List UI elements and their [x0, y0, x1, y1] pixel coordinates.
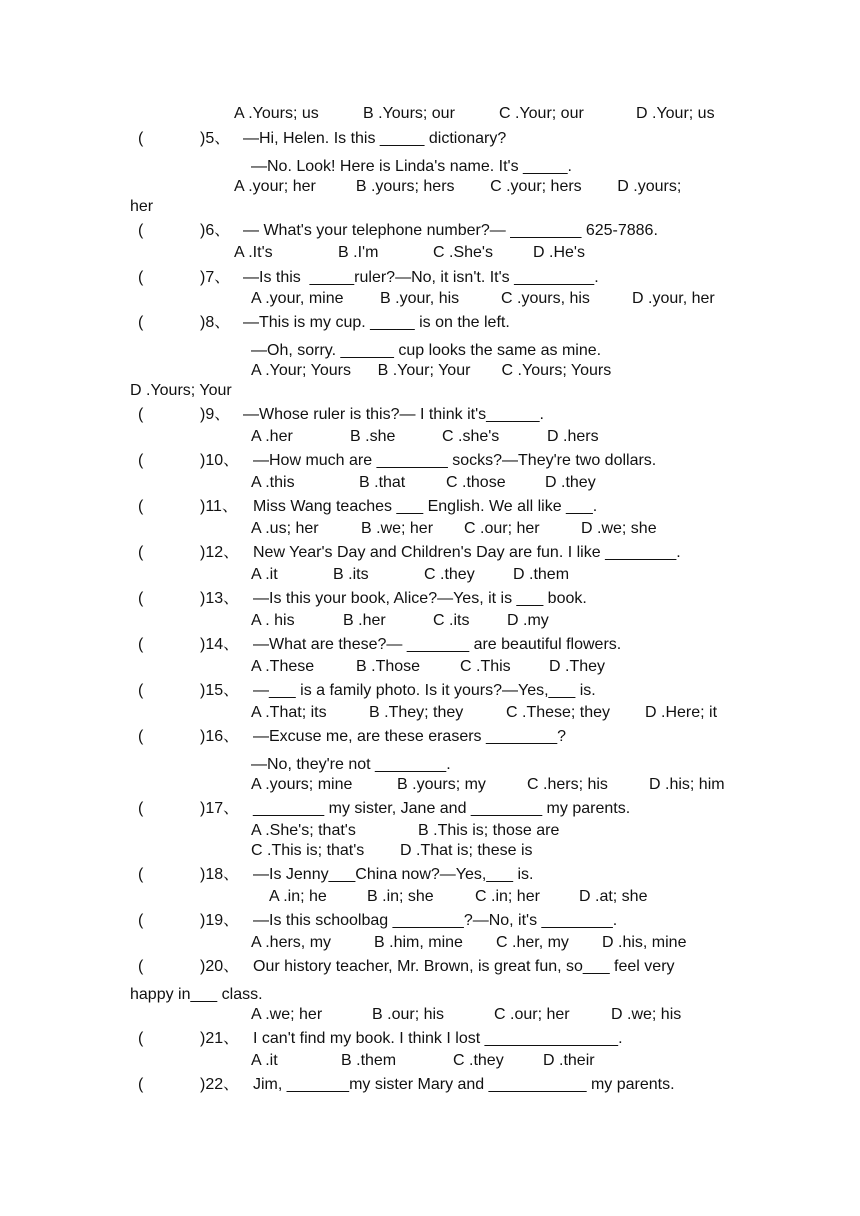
q16-stem: —Excuse me, are these erasers ________? — [253, 728, 567, 745]
q10-stem: —How much are ________ socks?—They're two dollars. — [253, 452, 657, 469]
q15-stem: —___ is a family photo. Is it yours?—Yes,___ is. — [253, 682, 596, 699]
q21-stem: I can't find my book. I think I lost _______________. — [253, 1030, 623, 1047]
q14-option-a: A .These — [251, 658, 315, 675]
q7-option-c: C .yours, his — [501, 290, 590, 307]
q16-number: )16、 — [200, 728, 240, 745]
q5-open-paren: ( — [138, 130, 144, 147]
q10-number: )10、 — [200, 452, 240, 469]
q13-open-paren: ( — [138, 590, 144, 607]
q7-option-d: D .your, her — [632, 290, 715, 307]
q17-option-d: D .That is; these is — [400, 842, 533, 859]
q5-stem: —Hi, Helen. Is this _____ dictionary? — [243, 130, 507, 147]
q17-number: )17、 — [200, 800, 240, 817]
q5-number: )5、 — [200, 130, 231, 147]
q18-stem: —Is Jenny___China now?—Yes,___ is. — [253, 866, 534, 883]
q22-open-paren: ( — [138, 1076, 144, 1093]
q15-option-b: B .They; they — [369, 704, 464, 721]
q6-option-d: D .He's — [533, 244, 585, 261]
q6-number: )6、 — [200, 222, 231, 239]
q17-stem: ________ my sister, Jane and ________ my parents. — [253, 800, 631, 817]
q14-option-c: C .This — [460, 658, 511, 675]
q16-option-d: D .his; him — [649, 776, 725, 793]
q20-stem-wrap: happy in___ class. — [130, 986, 263, 1003]
q21-option-d: D .their — [543, 1052, 595, 1069]
q11-number: )11、 — [200, 498, 238, 515]
q7-stem: —Is this _____ruler?—No, it isn't. It's _________. — [243, 269, 599, 286]
q16-option-c: C .hers; his — [527, 776, 608, 793]
q18-open-paren: ( — [138, 866, 144, 883]
q21-option-b: B .them — [341, 1052, 397, 1069]
q16-option-b: B .yours; my — [397, 776, 486, 793]
q4-option-d: D .Your; us — [636, 105, 715, 122]
q12-option-d: D .them — [513, 566, 570, 583]
q15-option-d: D .Here; it — [645, 704, 718, 721]
q15-number: )15、 — [200, 682, 240, 699]
q14-open-paren: ( — [138, 636, 144, 653]
q18-option-b: B .in; she — [367, 888, 434, 905]
q14-option-b: B .Those — [356, 658, 421, 675]
q7-option-b: B .your, his — [380, 290, 460, 307]
q17-option-c: C .This is; that's — [251, 842, 365, 859]
q18-option-a: A .in; he — [269, 888, 327, 905]
q16-option-a: A .yours; mine — [251, 776, 353, 793]
q15-open-paren: ( — [138, 682, 144, 699]
q13-option-d: D .my — [507, 612, 549, 629]
q19-option-b: B .him, mine — [374, 934, 463, 951]
q20-option-b: B .our; his — [372, 1006, 445, 1023]
q18-number: )18、 — [200, 866, 240, 883]
q8-sub: —Oh, sorry. ______ cup looks the same as mine. — [251, 342, 602, 359]
q21-option-c: C .they — [453, 1052, 504, 1069]
q22-number: )22、 — [200, 1076, 240, 1093]
q9-option-a: A .her — [251, 428, 293, 445]
q5-options-wrap: her — [130, 198, 154, 215]
q6-open-paren: ( — [138, 222, 144, 239]
q8-open-paren: ( — [138, 314, 144, 331]
q13-option-a: A . his — [251, 612, 295, 629]
q16-open-paren: ( — [138, 728, 144, 745]
q22-stem: Jim, _______my sister Mary and ___________ my parents. — [253, 1076, 675, 1093]
q12-option-b: B .its — [333, 566, 369, 583]
q12-number: )12、 — [200, 544, 240, 561]
q9-number: )9、 — [200, 406, 231, 423]
q7-option-a: A .your, mine — [251, 290, 344, 307]
q20-number: )20、 — [200, 958, 240, 975]
q19-number: )19、 — [200, 912, 240, 929]
q8-stem: —This is my cup. _____ is on the left. — [243, 314, 510, 331]
q20-open-paren: ( — [138, 958, 144, 975]
q7-open-paren: ( — [138, 269, 144, 286]
q9-stem: —Whose ruler is this?— I think it's______. — [243, 406, 544, 423]
q10-option-d: D .they — [545, 474, 596, 491]
q19-option-d: D .his, mine — [602, 934, 687, 951]
q6-option-c: C .She's — [433, 244, 493, 261]
q19-open-paren: ( — [138, 912, 144, 929]
q21-number: )21、 — [200, 1030, 240, 1047]
q6-option-b: B .I'm — [338, 244, 379, 261]
q11-option-c: C .our; her — [464, 520, 540, 537]
q12-option-c: C .they — [424, 566, 475, 583]
q12-open-paren: ( — [138, 544, 144, 561]
q11-open-paren: ( — [138, 498, 144, 515]
q20-option-d: D .we; his — [611, 1006, 682, 1023]
q11-option-d: D .we; she — [581, 520, 657, 537]
q21-open-paren: ( — [138, 1030, 144, 1047]
q4-option-b: B .Yours; our — [363, 105, 455, 122]
q6-option-a: A .It's — [234, 244, 273, 261]
q20-stem: Our history teacher, Mr. Brown, is great fun, so___ feel very — [253, 958, 675, 975]
q13-option-b: B .her — [343, 612, 386, 629]
q12-option-a: A .it — [251, 566, 278, 583]
q16-sub: —No, they're not ________. — [251, 756, 451, 773]
q19-stem: —Is this schoolbag ________?—No, it's ________. — [253, 912, 618, 929]
q19-option-a: A .hers, my — [251, 934, 332, 951]
q15-option-c: C .These; they — [506, 704, 611, 721]
q10-option-b: B .that — [359, 474, 406, 491]
q10-option-c: C .those — [446, 474, 506, 491]
q11-option-b: B .we; her — [361, 520, 434, 537]
q8-number: )8、 — [200, 314, 231, 331]
q7-number: )7、 — [200, 269, 231, 286]
q4-option-c: C .Your; our — [499, 105, 584, 122]
q8-options: A .Your; Yours B .Your; Your C .Yours; Yours — [251, 362, 612, 379]
q6-stem: — What's your telephone number?— ________ 625-7886. — [243, 222, 658, 239]
q17-option-b: B .This is; those are — [418, 822, 560, 839]
q13-stem: —Is this your book, Alice?—Yes, it is ___ book. — [253, 590, 587, 607]
q10-open-paren: ( — [138, 452, 144, 469]
q11-stem: Miss Wang teaches ___ English. We all like ___. — [253, 498, 598, 515]
q5-options: A .your; her B .yours; hers C .your; hers D .yours; — [234, 178, 682, 195]
q13-number: )13、 — [200, 590, 240, 607]
q9-option-b: B .she — [350, 428, 396, 445]
q5-sub: —No. Look! Here is Linda's name. It's _____. — [251, 158, 572, 175]
q9-option-c: C .she's — [442, 428, 500, 445]
q14-stem: —What are these?— _______ are beautiful flowers. — [253, 636, 622, 653]
q19-option-c: C .her, my — [496, 934, 569, 951]
q18-option-c: C .in; her — [475, 888, 540, 905]
q13-option-c: C .its — [433, 612, 470, 629]
q17-option-a: A .She's; that's — [251, 822, 356, 839]
q10-option-a: A .this — [251, 474, 295, 491]
q17-open-paren: ( — [138, 800, 144, 817]
q20-option-a: A .we; her — [251, 1006, 323, 1023]
q14-number: )14、 — [200, 636, 240, 653]
q18-option-d: D .at; she — [579, 888, 648, 905]
q12-stem: New Year's Day and Children's Day are fun. I like ________. — [253, 544, 681, 561]
q4-option-a: A .Yours; us — [234, 105, 319, 122]
q8-options-wrap: D .Yours; Your — [130, 382, 232, 399]
q11-option-a: A .us; her — [251, 520, 319, 537]
q20-option-c: C .our; her — [494, 1006, 570, 1023]
q9-open-paren: ( — [138, 406, 144, 423]
q15-option-a: A .That; its — [251, 704, 327, 721]
q14-option-d: D .They — [549, 658, 606, 675]
q9-option-d: D .hers — [547, 428, 599, 445]
q21-option-a: A .it — [251, 1052, 278, 1069]
